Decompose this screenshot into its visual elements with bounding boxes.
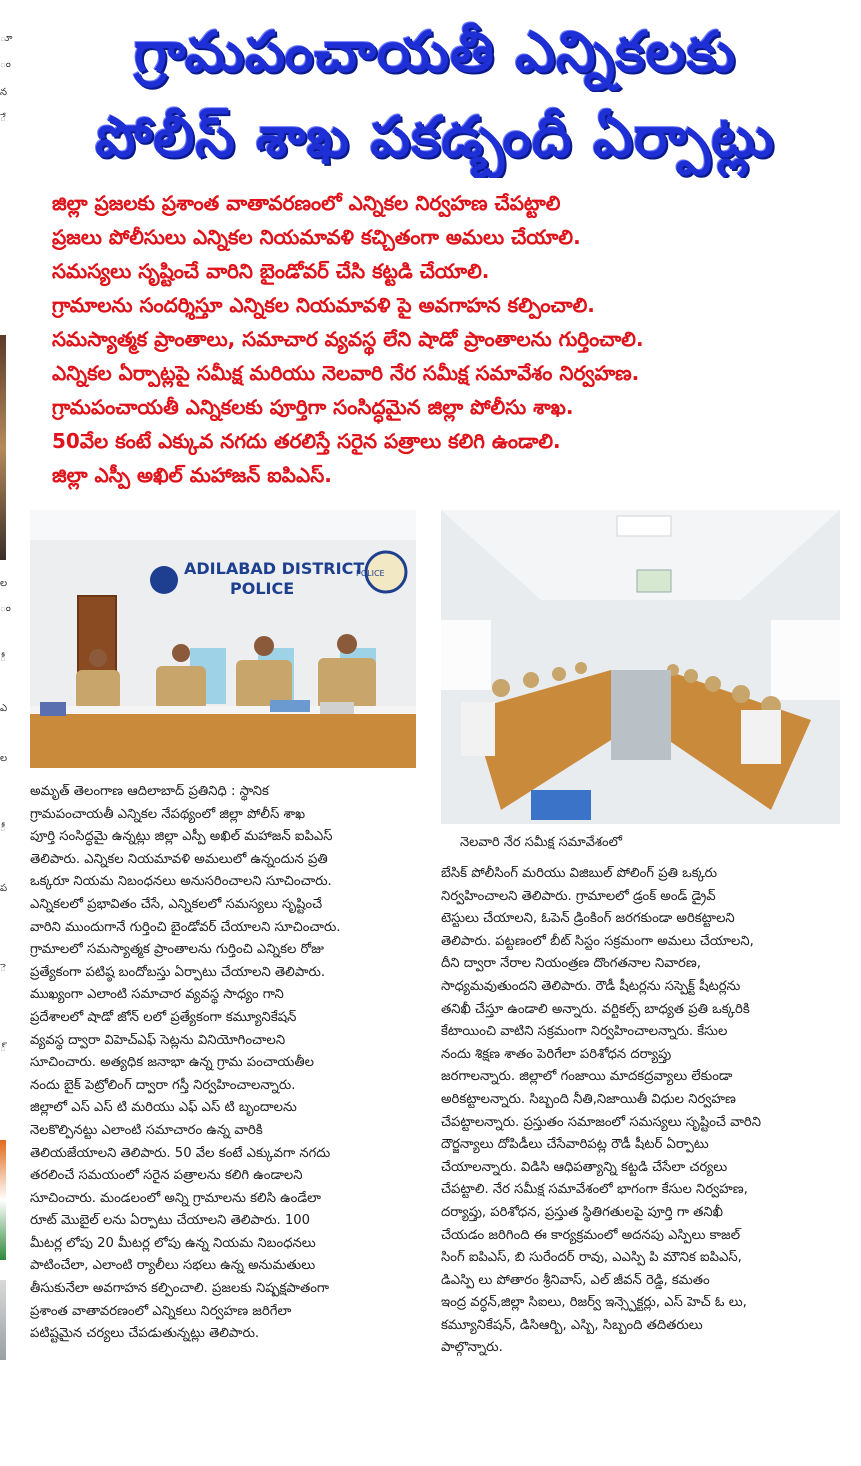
sign-line-1: ADILABAD DISTRICT bbox=[184, 559, 365, 578]
article-line: చేయాలన్నారు. విడిసి ఆధిపత్యాన్ని కట్టడి చేసేలా చర్యలు bbox=[441, 1159, 728, 1175]
article-line: సూచించారు. మండలంలో అన్ని గ్రామాలను కలిసి ఉండేలా bbox=[30, 1190, 321, 1206]
strip-fragment: ల bbox=[0, 578, 8, 589]
article-line: పూర్తి సంసిద్ధమై ఉన్నట్లు జిల్లా ఎస్పీ అఖిల్ మహాజన్ ఐపిఎస్ bbox=[30, 829, 333, 845]
article-line: వారిని ముందుగానే గుర్తించి బైండోవర్ చేయాలని సూచించారు. bbox=[30, 919, 341, 935]
strip-fragment: ె bbox=[0, 963, 6, 974]
adjacent-article-strip bbox=[0, 0, 14, 1466]
article-line: రూట్ మొబైల్ లను ఏర్పాటు చేయాలని తెలిపారు. 100 bbox=[30, 1213, 311, 1229]
strip-fragment: ం bbox=[0, 603, 11, 614]
article-line: జిల్లాలో ఎస్ ఎస్ టి మరియు ఎఫ్ ఎస్ టి బృందాలను bbox=[30, 1100, 297, 1116]
adjacent-flag-sliver bbox=[0, 1140, 6, 1260]
article-line: నందు బైక్ పెట్రోలింగ్ ద్వారా గస్తీ నిర్వహించాలన్నారు. bbox=[30, 1077, 296, 1093]
article-line: ప్రదేశాలలో షాడో జోన్ లలో ప్రత్యేకంగా కమ్యూనికేషన్ bbox=[30, 1009, 297, 1025]
article-line: తనిఖీ చేస్తూ ఉండాలి అన్నారు. వర్టికల్స్ బాధ్యత ప్రతి ఒక్కరికి bbox=[441, 1001, 750, 1017]
article-line: గ్రామపంచాయతీ ఎన్నికల నేపథ్యంలో జిల్లా పోలీస్ శాఖ bbox=[30, 806, 306, 822]
article-body-right bbox=[441, 863, 841, 1360]
strip-fragment: ీ bbox=[0, 653, 6, 664]
article-line: నెలకొల్పినట్టు ఎలాంటి సమాచారం ఉన్న వారికి bbox=[30, 1122, 263, 1138]
adjacent-photo-sliver bbox=[0, 335, 6, 560]
strip-fragment: ం bbox=[0, 59, 11, 70]
meeting-photo-2 bbox=[441, 510, 840, 824]
meeting-photo-1-illustration bbox=[30, 510, 416, 768]
article-line: తెలిపారు. పట్టణంలో బీట్ సిస్టం సక్రమంగా అమలు చేయాలని, bbox=[441, 933, 754, 949]
highlight-point: ప్రజలు పోలీసులు ఎన్నికల నియమావళి కచ్చితంగా అమలు చేయాలి. bbox=[52, 225, 581, 249]
article-line: వ్యవస్థ ద్వారా విహెచ్ఎఫ్ సెట్లను వినియోగించాలని bbox=[30, 1032, 286, 1048]
highlight-point: జిల్లా ఎస్పీ అఖిల్ మహాజన్ ఐపిఎస్. bbox=[52, 463, 332, 487]
article-line: ఇంద్ర వర్ధన్,జిల్లా సిఐలు, రిజర్వ్ ఇన్స్పెక్టర్లు, ఎస్ హెచ్ ఓ లు, bbox=[441, 1295, 747, 1311]
adjacent-photo-sliver bbox=[0, 1280, 6, 1360]
photo-caption: నెలవారి నేర సమీక్ష సమావేశంలో bbox=[460, 835, 622, 850]
article-line: చేపట్టాలన్నారు. ప్రస్తుతం సమాజంలో సమస్యలు సృష్టించే వారిని bbox=[441, 1114, 762, 1130]
article-line: సింగ్ ఐపిఎస్, బి సురేందర్ రావు, ఎఎస్పి పి మౌనిక ఐపిఎస్, bbox=[441, 1250, 742, 1266]
article-line: టెస్టులు చేయాలని, ఓపెన్ డ్రింకింగ్ జరగకుండా అరికట్టాలని bbox=[441, 911, 735, 927]
article-line: తెలిపారు. ఎన్నికల నియమావళి అమలులో ఉన్నందున ప్రతి bbox=[30, 851, 328, 867]
article-line: తీసుకునేలా అవగాహన కల్పించాలి. ప్రజలకు నిష్పక్షపాతంగా bbox=[30, 1281, 330, 1297]
badge-label: POLICE bbox=[356, 569, 385, 578]
highlight-point: జిల్లా ప్రజలకు ప్రశాంత వాతావరణంలో ఎన్నికల నిర్వహణ చేపట్టాలి bbox=[52, 191, 561, 215]
article-line: ముఖ్యంగా ఎలాంటి సమాచార వ్యవస్థ సాధ్యం గాని bbox=[30, 987, 284, 1003]
article-line: ఒక్కరూ నియమ నిబంధనలు అనుసరించాలని సూచించారు. bbox=[30, 874, 332, 890]
article-line: తెలియజేయాలని తెలిపారు. 50 వేల కంటే ఎక్కువగా నగదు bbox=[30, 1145, 331, 1161]
article-line: కేటాయించి వాటిని సక్రమంగా నిర్వహించాలన్నారు. కేసుల bbox=[441, 1024, 728, 1040]
strip-fragment: ూ bbox=[0, 33, 13, 44]
article-line: చేపట్టాలి. నేర సమీక్ష సమావేశంలో భాగంగా కేసుల నిర్వహణ, bbox=[441, 1182, 748, 1198]
sign-line-2: POLICE bbox=[230, 579, 295, 598]
strip-fragment: ే bbox=[0, 113, 6, 124]
article-body-left bbox=[30, 781, 422, 1346]
strip-fragment: ప bbox=[0, 883, 8, 894]
article-line: పాటించేలా, ఎలాంటి ర్యాలీలు సభలు ఉన్న అనుమతులు bbox=[30, 1258, 316, 1274]
strip-fragment: ీ bbox=[0, 823, 6, 834]
meeting-photo-2-illustration bbox=[441, 510, 840, 824]
headline-line-2: పోలీస్ శాఖ పకడ్బందీ ఏర్పాట్లు bbox=[95, 105, 775, 170]
highlight-point: గ్రామాలను సందర్శిస్తూ ఎన్నికల నియమావళి పై అవగాహన కల్పించాలి. bbox=[52, 293, 595, 317]
article-line: మీటర్ల లోపు 20 మీటర్ల లోపు ఉన్న నియమ నిబంధనలు bbox=[30, 1235, 316, 1251]
article-line: జరగాలన్నారు. జిల్లాలో గంజాయి మాదకద్రవ్యాలు లేకుండా bbox=[441, 1069, 733, 1085]
article-line: ప్రత్యేకంగా పటిష్ఠ బందోబస్తు ఏర్పాటు చేయాలని తెలిపారు. bbox=[30, 964, 326, 980]
article-line: బేసిక్ పోలీసింగ్ మరియు విజిబుల్ పోలింగ్ ప్రతి ఒక్కరు bbox=[441, 866, 718, 881]
meeting-photo-1 bbox=[30, 510, 416, 768]
strip-fragment: ్ bbox=[0, 1043, 6, 1054]
article-line: చేయడం జరిగింది ఈ కార్యక్రమంలో అదనపు ఎస్పిలు కాజల్ bbox=[441, 1227, 741, 1243]
strip-fragment: ఎ bbox=[0, 703, 8, 714]
highlight-point: గ్రామపంచాయతీ ఎన్నికలకు పూర్తిగా సంసిద్ధమైన జిల్లా పోలీసు శాఖ. bbox=[52, 395, 574, 419]
highlight-point: ఎన్నికల ఏర్పాట్లపై సమీక్ష మరియు నెలవారి నేర సమీక్ష సమావేశం నిర్వహణ. bbox=[52, 361, 640, 385]
article-line: డిఎస్పి లు పోతారం శ్రీనివాస్, ఎల్ జీవన్ రెడ్డి, కమతం bbox=[441, 1272, 710, 1288]
strip-fragment: న bbox=[0, 87, 8, 98]
article-line: దర్యాప్తు, పరిశోధన, ప్రస్తుత స్థితిగతులపై పూర్తి గా తనిఖీ bbox=[441, 1204, 724, 1220]
article-line: అరికట్టాలన్నారు. సిబ్బంది నీతి,నిజాయితీ విధుల నిర్వహణ bbox=[441, 1091, 736, 1107]
article-line: ప్రశాంత వాతావరణంలో ఎన్నికలు నిర్వహణ జరిగేలా bbox=[30, 1303, 292, 1319]
article-line: సాధ్యమవుతుందని తెలిపారు. రౌడీ షీటర్లను సస్పెక్ట్ షీటర్లను bbox=[441, 978, 741, 994]
article-line: అమృత్ తెలంగాణ ఆదిలాబాద్ ప్రతినిధి : స్థానిక bbox=[30, 784, 269, 799]
article-line: ఎన్నికలలో ప్రభావితం చేసే, ఎన్నికలలో సమస్యలు సృష్టించే bbox=[30, 896, 323, 912]
article-line: పాల్గొన్నారు. bbox=[441, 1340, 503, 1356]
article-line: దీని ద్వారా నేరాల నియంత్రణ దొంగతనాల నివారణ, bbox=[441, 956, 701, 972]
article-line: కమ్యూనికేషన్, డిసిఆర్బి, ఎస్బి, సిబ్బంది తదితరులు bbox=[441, 1317, 703, 1333]
headline-line-1: గ్రామపంచాయతీ ఎన్నికలకు bbox=[133, 20, 737, 85]
article-line: పటిష్టమైన చర్యలు చేపడుతున్నట్లు తెలిపారు. bbox=[30, 1326, 260, 1342]
article-line: గ్రామాలలో సమస్యాత్మక ప్రాంతాలను గుర్తించి ఎన్నికల రోజు bbox=[30, 942, 324, 958]
article-line: తరలించే సమయంలో సరైన పత్రాలను కలిగి ఉండాలని bbox=[30, 1168, 303, 1184]
highlight-point: 50వేల కంటే ఎక్కువ నగదు తరలిస్తే సరైన పత్రాలు కలిగి ఉండాలి. bbox=[52, 429, 561, 453]
strip-fragment: ల bbox=[0, 753, 8, 764]
article-line: నిర్వహించాలని తెలిపారు. గ్రామాలలో డ్రంక్ అండ్ డ్రైవ్ bbox=[441, 888, 716, 904]
article-line: దౌర్జన్యాలు దోపిడీలు చేసేవారిపట్ల రౌడీ షీటర్ ఏర్పాటు bbox=[441, 1137, 709, 1153]
highlight-point: సమస్యలు సృష్టించే వారిని బైండోవర్ చేసి కట్టడి చేయాలి. bbox=[52, 259, 490, 283]
highlight-point: సమస్యాత్మక ప్రాంతాలు, సమాచార వ్యవస్థ లేని షాడో ప్రాంతాలను గుర్తించాలి. bbox=[52, 327, 644, 351]
highlight-points bbox=[52, 186, 842, 492]
article-line: నందు శిక్షణ శాతం పెరిగేలా పరిశోధన దర్యాప్తు bbox=[441, 1046, 672, 1062]
article-line: సూచించారు. అత్యధిక జనాభా ఉన్న గ్రామ పంచాయతీల bbox=[30, 1055, 315, 1071]
